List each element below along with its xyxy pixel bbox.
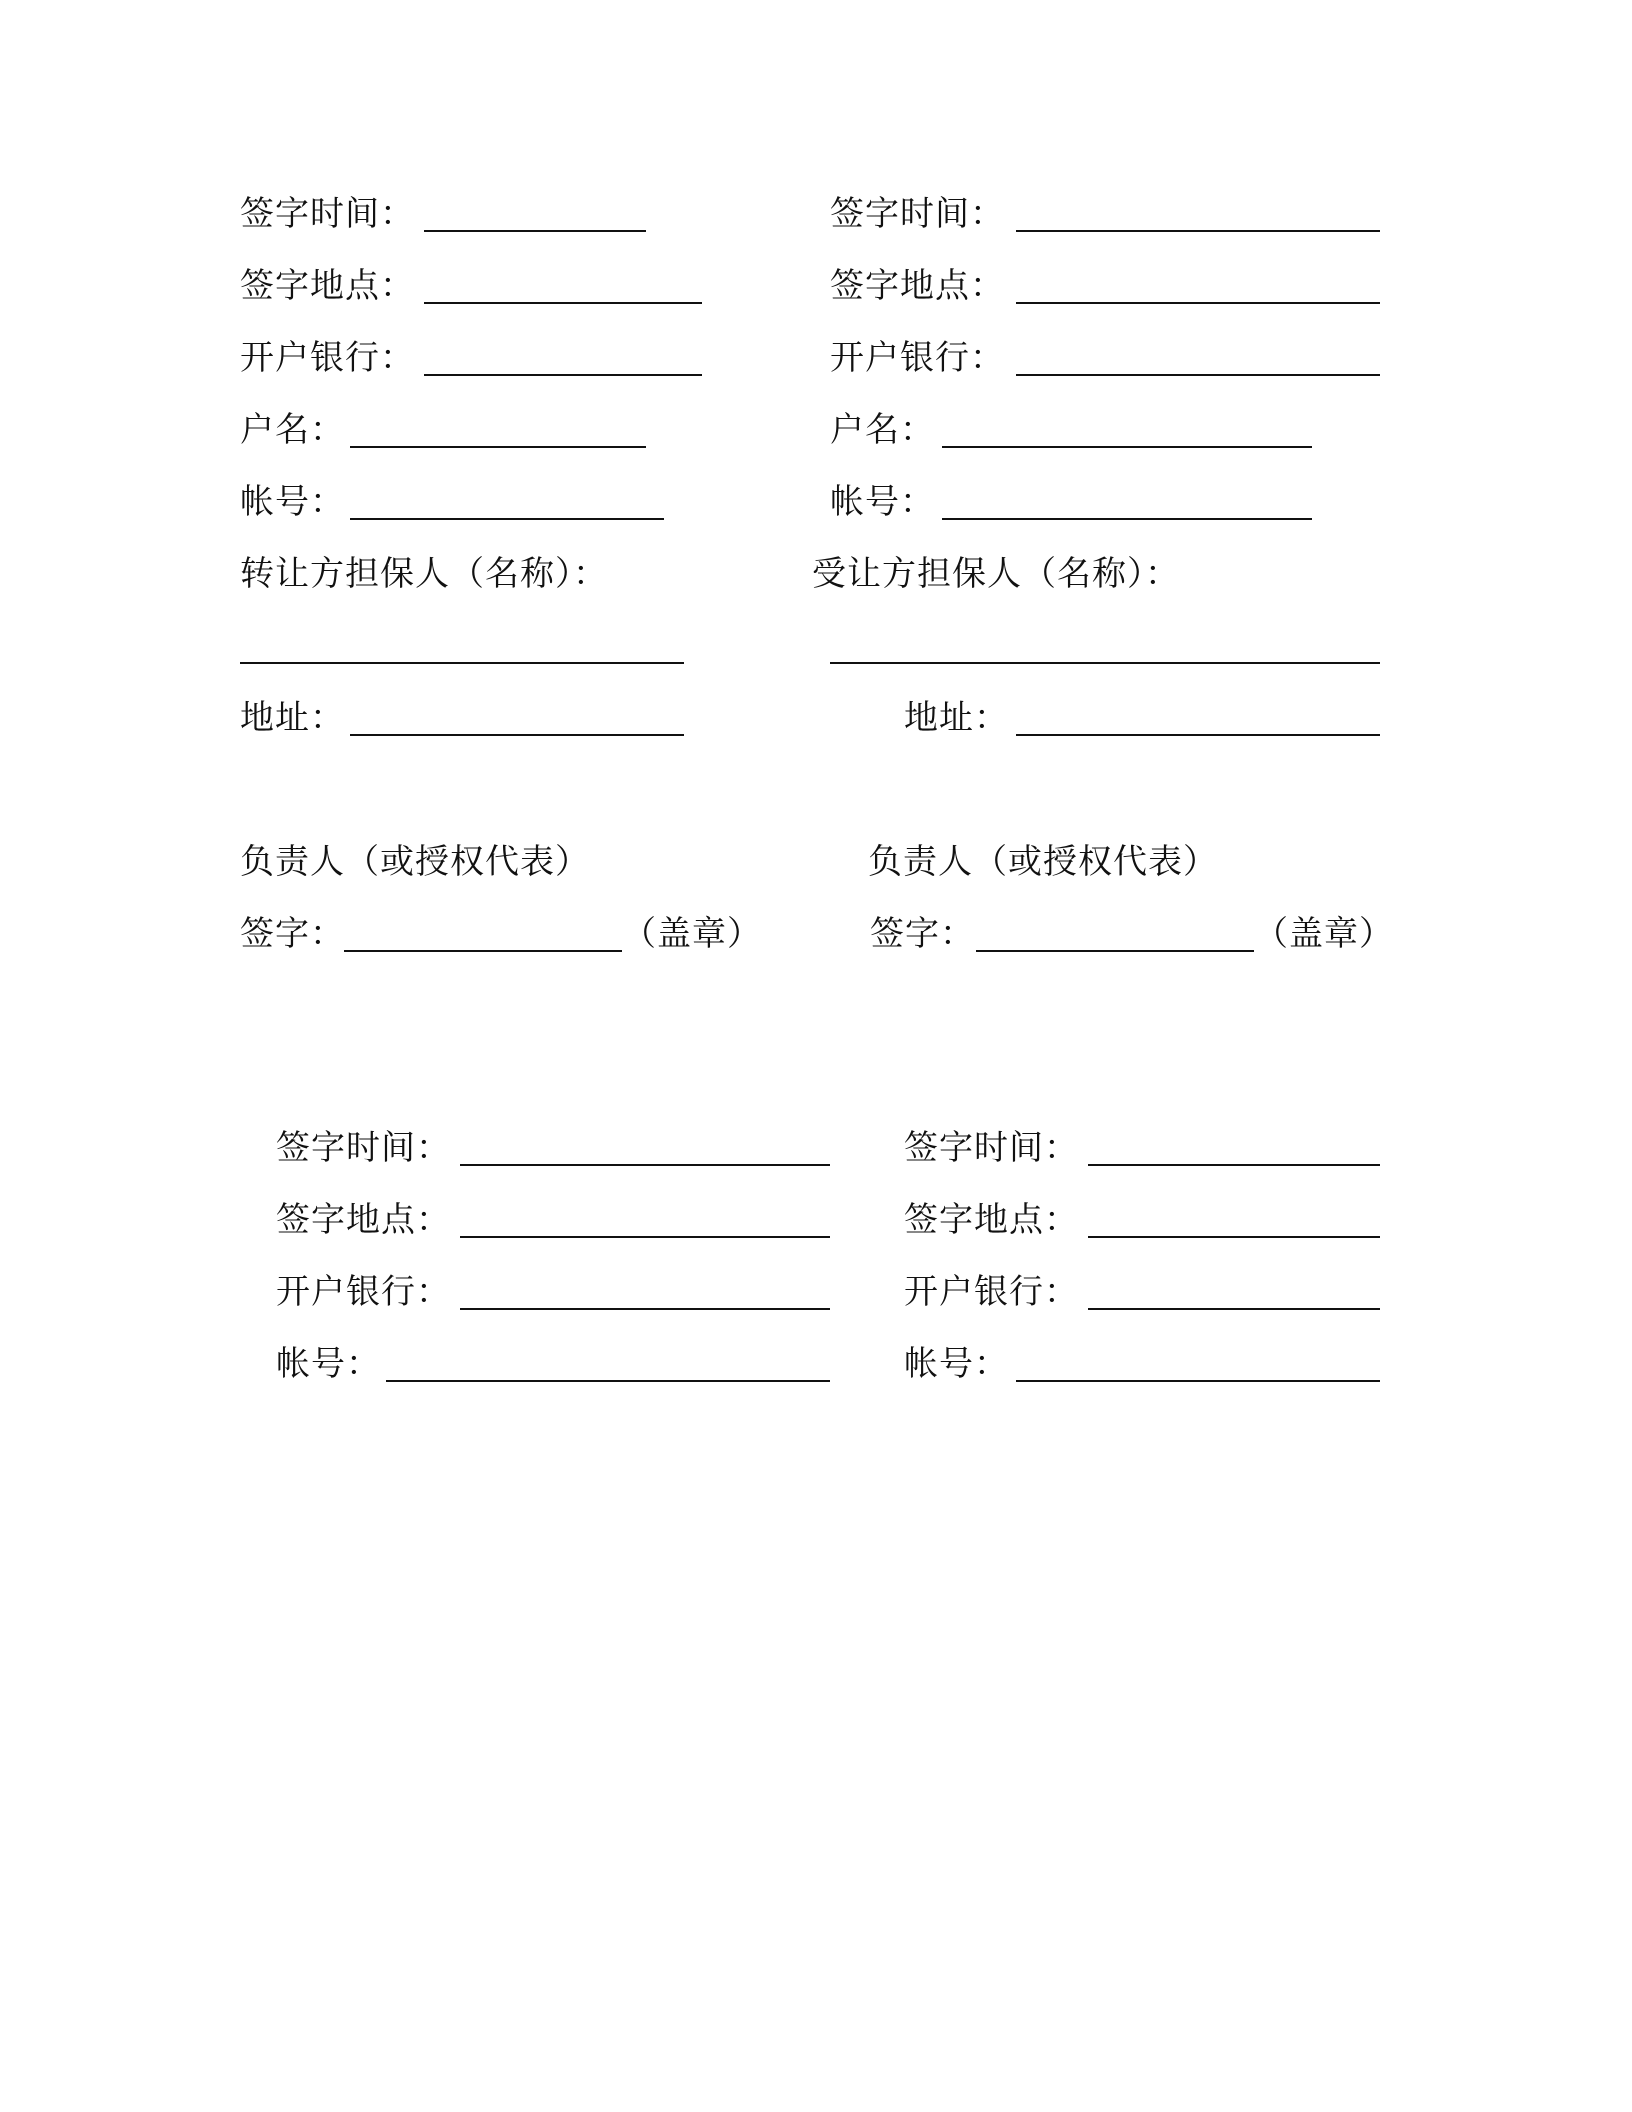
right-bank-field[interactable] (1016, 374, 1380, 376)
left-sign-time-label: 签字时间： (240, 194, 415, 234)
right-guarantor-label: 受让方担保人（名称）： (812, 554, 1180, 594)
right-signature-field[interactable] (976, 950, 1254, 952)
bottom-left-sign-place-label: 签字地点： (276, 1200, 451, 1240)
bottom-right-sign-place-field[interactable] (1088, 1236, 1380, 1238)
bottom-left-sign-time-field[interactable] (460, 1164, 830, 1166)
right-address-label: 地址： (904, 698, 1009, 738)
bottom-right-bank-field[interactable] (1088, 1308, 1380, 1310)
left-address-label: 地址： (240, 698, 345, 738)
right-sign-label: 签字： (870, 914, 975, 954)
left-sign-place-label: 签字地点： (240, 266, 415, 306)
bottom-right-bank-label: 开户银行： (904, 1272, 1079, 1312)
left-seal-label: （盖章） (622, 914, 762, 954)
left-signature-field[interactable] (344, 950, 622, 952)
bottom-right-account-no-field[interactable] (1016, 1380, 1380, 1382)
left-sign-label: 签字： (240, 914, 345, 954)
bottom-left-bank-label: 开户银行： (276, 1272, 451, 1312)
bottom-left-sign-place-field[interactable] (460, 1236, 830, 1238)
right-account-name-field[interactable] (942, 446, 1312, 448)
right-sign-place-field[interactable] (1016, 302, 1380, 304)
left-bank-field[interactable] (424, 374, 702, 376)
left-representative-label: 负责人（或授权代表） (240, 842, 590, 882)
right-bank-label: 开户银行： (830, 338, 1005, 378)
right-sign-place-label: 签字地点： (830, 266, 1005, 306)
left-account-name-field[interactable] (350, 446, 646, 448)
left-account-name-label: 户名： (240, 410, 345, 450)
bottom-left-account-no-label: 帐号： (276, 1344, 381, 1384)
left-guarantor-label: 转让方担保人（名称）： (240, 554, 608, 594)
right-account-no-label: 帐号： (830, 482, 935, 522)
bottom-right-sign-place-label: 签字地点： (904, 1200, 1079, 1240)
bottom-left-bank-field[interactable] (460, 1308, 830, 1310)
bottom-right-account-no-label: 帐号： (904, 1344, 1009, 1384)
right-account-no-field[interactable] (942, 518, 1312, 520)
left-address-field[interactable] (350, 734, 684, 736)
bottom-left-account-no-field[interactable] (386, 1380, 830, 1382)
left-sign-time-field[interactable] (424, 230, 646, 232)
bottom-left-sign-time-label: 签字时间： (276, 1128, 451, 1168)
right-address-field[interactable] (1016, 734, 1380, 736)
right-seal-label: （盖章） (1254, 914, 1394, 954)
bottom-right-sign-time-field[interactable] (1088, 1164, 1380, 1166)
left-account-no-field[interactable] (350, 518, 664, 520)
left-account-no-label: 帐号： (240, 482, 345, 522)
right-sign-time-label: 签字时间： (830, 194, 1005, 234)
left-sign-place-field[interactable] (424, 302, 702, 304)
right-account-name-label: 户名： (830, 410, 935, 450)
right-representative-label: 负责人（或授权代表） (868, 842, 1218, 882)
bottom-right-sign-time-label: 签字时间： (904, 1128, 1079, 1168)
right-sign-time-field[interactable] (1016, 230, 1380, 232)
left-bank-label: 开户银行： (240, 338, 415, 378)
left-guarantor-field[interactable] (240, 662, 684, 664)
right-guarantor-field[interactable] (830, 662, 1380, 664)
